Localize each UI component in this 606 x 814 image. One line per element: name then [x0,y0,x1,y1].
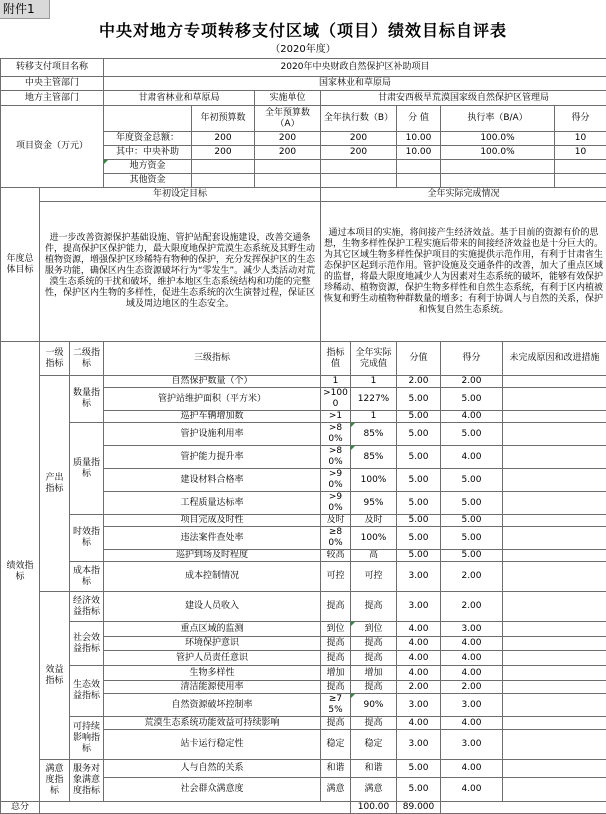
indicator-actual: 到位 [351,622,397,637]
indicator-name: 管护站维护面积（平方米） [104,388,321,411]
indicator-actual: 提高 [351,717,397,730]
funds-row-central-score-value: 10.00 [397,146,441,160]
indicator-name: 生物多样性 [104,666,321,681]
perf-header-score-value: 分值 [397,342,441,376]
indicator-target: 增加 [321,666,351,681]
indicator-name: 人与自然的关系 [104,760,321,778]
indicator-reason [503,492,606,515]
indicator-score: 3.00 [441,694,503,717]
indicator-score: 4.00 [441,637,503,651]
indicator-actual: 和谐 [351,760,397,778]
indicator-score: 4.00 [441,717,503,730]
indicator-target: 及时 [321,515,351,527]
funds-header-score-value: 分 值 [397,106,441,132]
indicator-score: 2.00 [441,592,503,622]
indicator-reason [503,666,606,681]
indicator-score-value: 4.00 [397,622,441,637]
funds-row-other-label: 其他资金 [104,174,192,188]
central-dept: 国家林业和草原局 [104,77,606,91]
funds-label: 项目资金（万元） [1,106,104,188]
funds-header-executed: 全年执行数（B） [321,106,397,132]
indicator-reason [503,527,606,550]
indicator-score: 5.00 [441,469,503,492]
funds-row-central-score: 10 [555,146,606,160]
indicator-name: 工程质量达标率 [104,492,321,515]
funds-row-central-rate: 100.0% [441,146,555,160]
indicator-reason [503,469,606,492]
indicator-target: 到位 [321,622,351,637]
indicator-score-value: 2.00 [397,681,441,694]
goals-actual-header: 全年实际完成情况 [321,188,606,202]
indicator-actual: 95% [351,492,397,515]
indicator-target: ≥80% [321,527,351,550]
indicator-target: 提高 [321,637,351,651]
indicator-score: 4.00 [441,446,503,469]
indicator-reason [503,388,606,411]
indicator-score-value: 5.00 [397,388,441,411]
indicator-score: 3.00 [441,622,503,637]
perf-header-reason: 未完成原因和改进措施 [503,342,606,376]
indicator-name: 站卡运行稳定性 [104,730,321,760]
indicator-target: 提高 [321,651,351,666]
level1-output: 产出指标 [40,376,70,592]
indicator-target: >90% [321,492,351,515]
indicator-reason [503,717,606,730]
indicator-actual: 提高 [351,637,397,651]
indicator-reason [503,778,606,802]
indicator-actual: 85% [351,423,397,446]
indicator-score: 4.00 [441,651,503,666]
indicator-score-value: 4.00 [397,651,441,666]
indicator-score: 5.00 [441,492,503,515]
indicator-score: 4.00 [441,411,503,423]
funds-header-rate: 执行率（B/A） [441,106,555,132]
indicator-reason [503,651,606,666]
indicator-score-value: 5.00 [397,423,441,446]
funds-row-total-label: 年度资金总额： [104,132,192,146]
indicator-score: 2.00 [441,681,503,694]
impl-unit-label: 实施单位 [255,91,321,106]
indicator-actual: 100% [351,469,397,492]
indicator-name: 成本控制情况 [104,562,321,592]
indicator-target: 可控 [321,562,351,592]
indicator-target: 提高 [321,592,351,622]
indicator-score: 4.00 [441,666,503,681]
level2-cost: 成本指标 [70,562,104,592]
page-subtitle: （2020年度） [0,40,606,55]
indicator-score-value: 3.00 [397,592,441,622]
level2-quantity: 数量指标 [70,376,104,423]
funds-row-central-initial: 200 [192,146,255,160]
level2-service: 服务对象满意度指标 [70,760,104,802]
level1-benefit: 效益指标 [40,592,70,760]
indicator-name: 巡护车辆增加数 [104,411,321,423]
indicator-name: 管护设施利用率 [104,423,321,446]
funds-header-initial: 年初预算数 [192,106,255,132]
indicator-target: >1000 [321,388,351,411]
funds-row-total-initial: 200 [192,132,255,146]
indicator-score-value: 4.00 [397,666,441,681]
indicator-actual: 提高 [351,651,397,666]
indicator-score-value: 5.00 [397,492,441,515]
indicator-score: 5.00 [441,515,503,527]
indicator-reason [503,515,606,527]
page-title: 中央对地方专项转移支付区域（项目）绩效目标自评表 [0,18,606,41]
indicator-score: 2.00 [441,562,503,592]
indicator-target: 提高 [321,681,351,694]
funds-row-central-executed: 200 [321,146,397,160]
perf-header-target: 指标值 [321,342,351,376]
indicator-reason [503,730,606,760]
goals-actual-text: 通过本项目的实施，将间接产生经济效益。基于目前的资源有价的思想，生物多样性保护工程实施后带来的间接经济效益也是十分巨大的。为其它区域生物多样性保护项目的实施提供示范作用，有利于甘肃省生态保护区起到示范作用。管护设施及交通条件的改善，加大了重点区域的监督，将最大限度地减少人为因素对生态系统的破坏，能够有效保护珍稀动、植物资源，保护生物多样性和自然生态系统，有利于区内植被恢复和野生动植物种群数量的增多；有利于协调人与自然的关系，保护和恢复自然生态系统。 [321,202,606,342]
indicator-reason [503,562,606,592]
indicator-score-value: 5.00 [397,469,441,492]
indicator-score: 4.00 [441,778,503,802]
impl-unit: 甘肃安西极旱荒漠国家级自然保护区管理局 [321,91,606,106]
indicator-reason [503,446,606,469]
indicator-actual: 1 [351,411,397,423]
perf-header-score: 得分 [441,342,503,376]
indicator-target: 较高 [321,550,351,562]
indicator-score-value: 5.00 [397,550,441,562]
funds-row-total-full: 200 [255,132,321,146]
indicator-actual: 1227% [351,388,397,411]
indicator-score-value: 2.00 [397,376,441,388]
indicator-actual: 100% [351,527,397,550]
level2-social: 社会效益指标 [70,622,104,666]
indicator-score: 3.00 [441,730,503,760]
indicator-reason [503,592,606,622]
evaluation-table [0,58,606,814]
funds-header-full: 全年预算数（A） [255,106,321,132]
funds-row-local-label: 地方资金 [104,160,192,174]
indicator-target: >90% [321,469,351,492]
indicator-name: 清洁能源使用率 [104,681,321,694]
indicator-score-value: 3.00 [397,694,441,717]
indicator-score-value: 4.00 [397,637,441,651]
indicator-name: 自然资源破坏控制率 [104,694,321,717]
indicator-reason [503,411,606,423]
goals-initial-text: 进一步改善资源保护基础设施、管护站配套设施建设，改善交通条件，提高保护区保护能力，最大限度地保护荒漠生态系统及其野生动植物资源，增强保护区珍稀特有物种的保护，充分发挥保护区的生态服务功能，确保区内生态资源破坏行为“零发生”。减少人类活动对荒漠生态系统的干扰和破坏，维护本地区生态系统结构和功能的完整性，保护区内生物的多样性，促进生态系统的次生演替过程，保证区域及周边地区的生态安全。 [40,202,321,342]
central-dept-label: 中央主管部门 [1,77,104,91]
indicator-actual: 可控 [351,562,397,592]
indicator-actual: 满意 [351,778,397,802]
indicator-name: 建设材料合格率 [104,469,321,492]
funds-row-central-label: 其中：中央补助 [104,146,192,160]
indicator-name: 巡护到场及时程度 [104,550,321,562]
indicator-score: 5.00 [441,388,503,411]
level1-satisfaction: 满意度指标 [40,760,70,802]
project-name-label: 转移支付项目名称 [1,59,104,77]
indicator-actual: 稳定 [351,730,397,760]
indicator-score: 5.00 [441,423,503,446]
indicator-name: 社会群众满意度 [104,778,321,802]
level2-economic: 经济效益指标 [70,592,104,622]
indicator-actual: 及时 [351,515,397,527]
attachment-tag: 附件1 [0,0,50,19]
perf-header-actual: 全年实际完成值 [351,342,397,376]
perf-header-level2: 二级指标 [70,342,104,376]
goals-initial-header: 年初设定目标 [40,188,321,202]
indicator-reason [503,760,606,778]
indicator-reason [503,423,606,446]
indicator-name: 管护能力提升率 [104,446,321,469]
indicator-score: 2.00 [441,376,503,388]
indicator-score-value: 5.00 [397,527,441,550]
indicator-actual: 提高 [351,592,397,622]
indicator-name: 建设人员收入 [104,592,321,622]
indicator-target: 满意 [321,778,351,802]
indicator-actual: 高 [351,550,397,562]
funds-row-total-rate: 100.0% [441,132,555,146]
indicator-name: 重点区域的监测 [104,622,321,637]
indicator-actual: 提高 [351,681,397,694]
level2-sustainable: 可持续影响指标 [70,717,104,760]
indicator-actual: 85% [351,446,397,469]
level2-ecological: 生态效益指标 [70,666,104,717]
funds-row-total-executed: 200 [321,132,397,146]
indicator-score-value: 4.00 [397,717,441,730]
local-dept-label: 地方主管部门 [1,91,104,106]
indicator-score-value: 3.00 [397,730,441,760]
project-name: 2020年中央财政自然保护区补助项目 [104,59,606,77]
indicator-target: >80% [321,423,351,446]
indicator-score: 5.00 [441,550,503,562]
indicator-target: ≥75% [321,694,351,717]
indicator-name: 自然保护数量（个） [104,376,321,388]
funds-row-central-full: 200 [255,146,321,160]
indicator-score-value: 5.00 [397,515,441,527]
indicator-reason [503,376,606,388]
total-score: 89.000 [397,802,441,814]
indicator-reason [503,622,606,637]
total-value: 100.00 [351,802,397,814]
level2-quality: 质量指标 [70,423,104,515]
indicator-score-value: 3.00 [397,562,441,592]
indicator-actual: 1 [351,376,397,388]
indicator-reason [503,550,606,562]
indicator-score-value: 5.00 [397,778,441,802]
indicator-target: 1 [321,376,351,388]
indicator-name: 违法案件查处率 [104,527,321,550]
local-dept: 甘肃省林业和草原局 [104,91,255,106]
indicator-target: >1 [321,411,351,423]
indicator-actual: 90% [351,694,397,717]
indicator-target: 稳定 [321,730,351,760]
indicator-target: >80% [321,446,351,469]
indicator-score-value: 5.00 [397,411,441,423]
total-label: 总分 [1,802,40,814]
indicator-target: 和谐 [321,760,351,778]
indicator-score: 5.00 [441,527,503,550]
indicator-reason [503,637,606,651]
indicator-name: 荒漠生态系统功能效益可持续影响 [104,717,321,730]
indicator-target: 提高 [321,717,351,730]
indicator-name: 管护人员责任意识 [104,651,321,666]
perf-side-label: 绩效指标 [1,342,40,802]
indicator-name: 环境保护意识 [104,637,321,651]
funds-row-total-score-value: 10.00 [397,132,441,146]
indicator-name: 项目完成及时性 [104,515,321,527]
indicator-score-value: 5.00 [397,760,441,778]
indicator-reason [503,681,606,694]
indicator-reason [503,694,606,717]
perf-header-level1: 一级指标 [40,342,70,376]
indicator-score: 4.00 [441,760,503,778]
indicator-score-value: 5.00 [397,446,441,469]
level2-timeliness: 时效指标 [70,515,104,562]
funds-row-total-score: 10 [555,132,606,146]
indicator-actual: 增加 [351,666,397,681]
goals-label: 年度总体目标 [1,188,40,342]
funds-header-score: 得分 [555,106,606,132]
perf-header-level3: 三级指标 [104,342,321,376]
